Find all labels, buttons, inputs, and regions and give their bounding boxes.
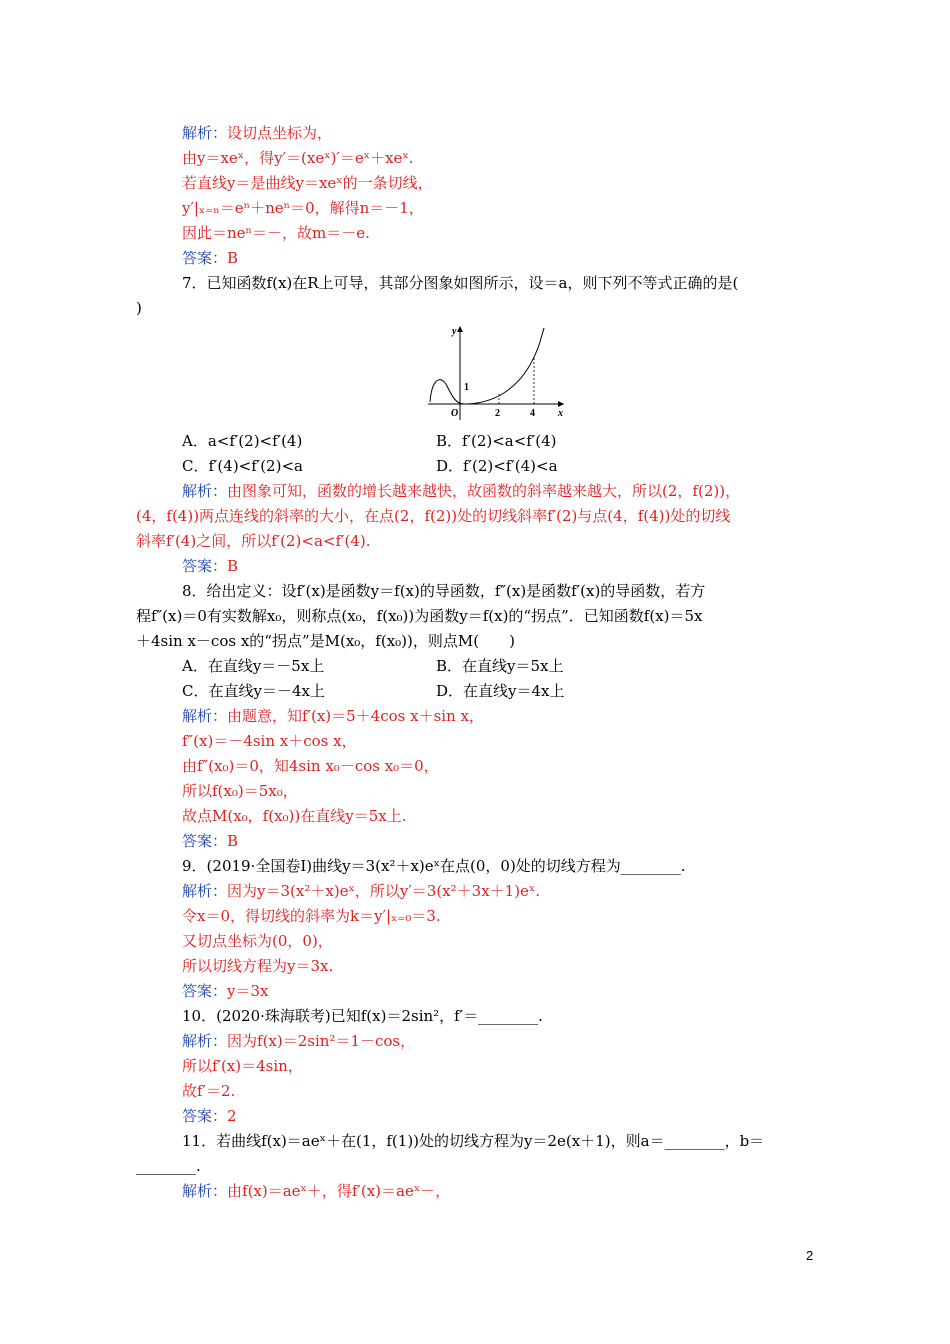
q8-solution-line-1 [182, 706, 484, 726]
answer-label: 答案： [182, 982, 228, 1000]
graph-label-2: 2 [495, 408, 500, 419]
q11-solution-line-1 [182, 1181, 450, 1201]
q8-option-b: B．在直线y＝5x上 [436, 657, 564, 675]
solution-text: 由图象可知，函数的增长越来越快，故函数的斜率越来越大，所以(2，f(2))， [227, 482, 741, 500]
q11-stem-line-1: 11．若曲线f(x)＝aeˣ＋在(1，f(1))处的切线方程为y＝2e(x＋1)，则a＝________，b＝ [182, 1132, 765, 1150]
q6-solution-line-3: 若直线y＝是曲线y＝xeˣ的一条切线， [182, 174, 433, 192]
q8-solution-line-2: f″(x)＝－4sin x＋cos x， [182, 732, 357, 750]
graph-label-origin: O [451, 408, 459, 419]
graph-label-1: 1 [464, 382, 469, 393]
graph-label-4: 4 [530, 408, 535, 419]
q10-stem: 10．(2020·珠海联考)已知f(x)＝2sin²，f′＝________. [182, 1007, 543, 1025]
q6-solution-line-2: 由y＝xeˣ，得y′＝(xeˣ)′＝eˣ＋xeˣ. [182, 149, 414, 167]
answer-label: 答案： [182, 832, 228, 850]
q7-solution-line-3: 斜率f′(4)之间，所以f′(2)<a<f′(4). [136, 532, 371, 550]
q6-solution-line-1 [182, 123, 332, 143]
solution-label: 解析： [182, 882, 228, 900]
solution-label: 解析： [182, 1182, 228, 1200]
q7-option-d: D．f′(2)<f′(4)<a [436, 457, 558, 475]
function-curve [430, 328, 544, 404]
q10-solution-line-1 [182, 1031, 415, 1051]
graph-label-y: y [452, 326, 457, 337]
q7-option-c: C．f′(4)<f′(2)<a [182, 457, 303, 475]
q6-solution-line-5: 因此＝neⁿ＝－，故m＝－e. [182, 224, 370, 242]
page-number: 2 [806, 1248, 814, 1263]
q8-option-c: C．在直线y＝－4x上 [182, 682, 325, 700]
q11-stem-line-2: ________. [136, 1157, 201, 1175]
q8-option-a: A．在直线y＝－5x上 [182, 657, 325, 675]
q9-stem: 9．(2019·全国卷Ⅰ)曲线y＝3(x²＋x)eˣ在点(0，0)处的切线方程为________. [182, 857, 686, 875]
x-axis-arrow-icon [558, 401, 564, 407]
answer-label: 答案： [182, 557, 228, 575]
q6-solution-line-4: y′|ₓ₌ₙ＝eⁿ＋neⁿ＝0，解得n＝－1， [182, 199, 424, 217]
q8-stem-line-1: 8．给出定义：设f′(x)是函数y＝f(x)的导函数，f″(x)是函数f′(x)的导函数，若方 [182, 582, 706, 600]
q8-solution-line-5: 故点M(x₀，f(x₀))在直线y＝5x上. [182, 807, 407, 825]
y-axis-arrow-icon [457, 326, 463, 332]
q9-solution-line-4: 所以切线方程为y＝3x. [182, 957, 334, 975]
answer-label: 答案： [182, 1107, 228, 1125]
q8-solution-line-3: 由f″(x₀)＝0，知4sin x₀－cos x₀＝0， [182, 757, 439, 775]
answer-value: y＝3x [227, 982, 269, 1000]
q7-stem-line-1: 7．已知函数f(x)在R上可导，其部分图象如图所示，设＝a，则下列不等式正确的是( [182, 274, 739, 292]
q7-option-a: A．a<f′(2)<f′(4) [182, 432, 303, 450]
q8-stem-line-2: 程f″(x)＝0有实数解x₀，则称点(x₀，f(x₀))为函数y＝f(x)的“拐点”．已知函数f(x)＝5x [136, 607, 703, 625]
solution-label: 解析： [182, 1032, 228, 1050]
q9-solution-line-2: 令x＝0，得切线的斜率为k＝y′|ₓ₌₀＝3. [182, 907, 441, 925]
q8-answer [182, 831, 238, 851]
q8-option-d: D．在直线y＝4x上 [436, 682, 565, 700]
q9-solution-line-1 [182, 881, 540, 901]
q7-answer [182, 556, 238, 576]
q10-solution-line-2: 所以f′(x)＝4sin， [182, 1057, 303, 1075]
q7-solution-line-2: (4，f(4))两点连线的斜率的大小，在点(2，f(2))处的切线斜率f′(2)与点(4，f(4))处的切线 [136, 507, 731, 525]
q8-solution-line-4: 所以f(x₀)＝5x₀， [182, 782, 298, 800]
solution-text: 由f(x)＝aeˣ＋，得f′(x)＝aeˣ－， [227, 1182, 451, 1200]
solution-text: 因为f(x)＝2sin²＝1－cos， [227, 1032, 416, 1050]
answer-value: B [227, 557, 239, 575]
solution-label: 解析： [182, 707, 228, 725]
answer-value: B [227, 249, 239, 267]
q7-solution-line-1 [182, 481, 740, 501]
q10-answer [182, 1106, 237, 1126]
solution-label: 解析： [182, 482, 228, 500]
solution-label: 解析： [182, 124, 228, 142]
q9-answer [182, 981, 269, 1001]
solution-text: 因为y＝3(x²＋x)eˣ，所以y′＝3(x²＋3x＋1)eˣ. [227, 882, 541, 900]
q6-answer [182, 248, 238, 268]
q7-stem-line-2: ) [136, 299, 142, 317]
graph-label-x: x [558, 408, 563, 419]
solution-text: 由题意，知f′(x)＝5＋4cos x＋sin x， [227, 707, 484, 725]
answer-label: 答案： [182, 249, 228, 267]
answer-value: B [227, 832, 239, 850]
q7-function-graph [428, 322, 568, 422]
q8-stem-line-3: ＋4sin x－cos x的“拐点”是M(x₀，f(x₀))，则点M( ) [136, 632, 515, 650]
q9-solution-line-3: 又切点坐标为(0，0)， [182, 932, 333, 950]
answer-value: 2 [227, 1107, 237, 1125]
q10-solution-line-3: 故f′＝2. [182, 1082, 236, 1100]
q7-option-b: B．f′(2)<a<f′(4) [436, 432, 557, 450]
solution-text: 设切点坐标为， [227, 124, 333, 142]
